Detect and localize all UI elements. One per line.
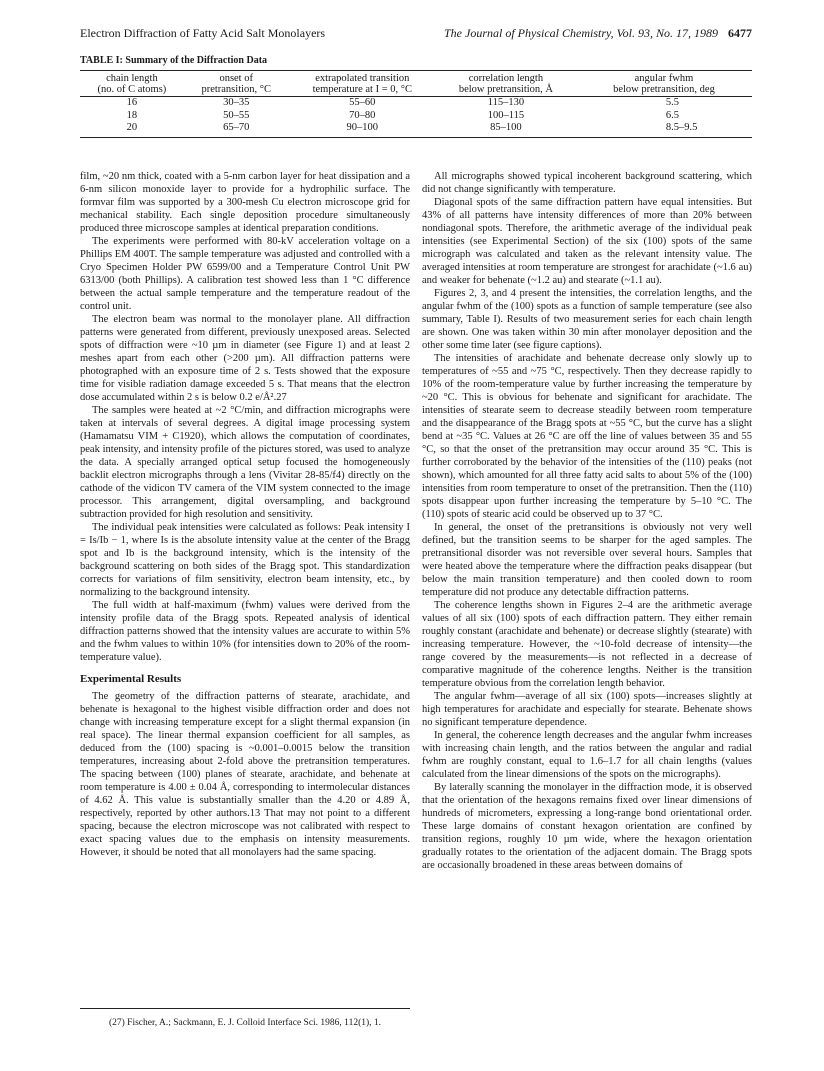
table-cell: 70–80: [349, 109, 376, 121]
table-header-cell: angular fwhm below pretransition, deg: [576, 71, 752, 97]
table-cell: 85–100: [436, 122, 576, 137]
table-cell: 115–130: [487, 97, 525, 108]
header-title: Electron Diffraction of Fatty Acid Salt Monolayers: [80, 26, 326, 40]
table-cell: 6.5: [665, 109, 680, 121]
footnote-divider: [80, 1008, 410, 1009]
body-paragraph: Diagonal spots of the same diffraction pattern have equal intensities. But 43% of all patterns have intensity differences of more than 20% between nondiagonal spots. Therefore, the arithmetic average of the individual peak intensities (see Experimental Section) of the six (100) spots of the same micrograph was calculated and taken as the relevant intensity value. The averaged intensities at room temperature are strongest for arachidate (~1.6 au) and weaker for behenate (~1.2 au) and stearate (~1.1 au).: [422, 197, 752, 286]
footnote: (27) Fischer, A.; Sackmann, E. J. Colloid Interface Sci. 1986, 112(1), 1.: [108, 1018, 382, 1028]
table-row: [80, 97, 752, 110]
body-paragraph: The angular fwhm—average of all six (100) spots—increases slightly at high temperatures for arachidate and especially for stearate. Behenate shows no significant temperature dependence.: [422, 691, 752, 728]
body-paragraph: The full width at half-maximum (fwhm) values were derived from the intensity profile data of the Bragg spots. Repeated analysis of identical diffraction patterns showed that the intensity values are accurate to within 5% and the fwhm values to within 10% (for intensities down to 20% of the room-temperature value).: [80, 600, 410, 663]
body-paragraph: film, ~20 nm thick, coated with a 5-nm carbon layer for heat dissipation and a 6-nm silicon monoxide layer to provide for a hydrophilic surface. The formvar film was supported by a 300-mesh Cu electron microscope grid for mechanical stability. Each single deposition procedure simultaneously produced three microscope samples at identical preparation conditions.: [80, 171, 410, 234]
table-row: [80, 122, 752, 137]
table-cell: 55–60: [349, 97, 376, 108]
body-paragraph: In general, the coherence length decreases and the angular fwhm increases with increasing chain length, and the ratios between the angular and radial fwhm are roughly constant, equal to 1.6–1.7 for all chain lengths (values calculated from the linear dimensions of the spots on the micrographs).: [422, 730, 752, 780]
table-header-row: [80, 71, 752, 97]
table-cell: 65–70: [184, 122, 289, 137]
body-paragraph: The individual peak intensities were calculated as follows: Peak intensity I = Is/Ib − 1, where Is is the absolute intensity value at the center of the Bragg spot and Ib is the background intensity, which is the intensity of the background scattering on both sides of the Bragg spot. This standardization corrects for variations of film sensitivity, electron beam intensity, etc., by normalizing to the background intensity.: [80, 522, 410, 598]
header-journal: The Journal of Physical Chemistry, Vol. 93, No. 17, 1989: [444, 26, 718, 40]
table-cell: 100–115: [487, 109, 525, 121]
body-paragraph: In general, the onset of the pretransitions is obviously not very well defined, but the transition seems to be sharper for the aged samples. The pretransitional disorder was not reversible over several hours. Samples that were heated above the temperature where the diffraction peaks disappear (but below the main transition temperature) and then cooled down to room temperature did not produce any detectable diffraction patterns.: [422, 522, 752, 598]
table-cell: 30–35: [223, 97, 250, 108]
table-cell: 20: [80, 122, 184, 137]
table-cell: 18: [126, 109, 138, 121]
table-cell: 16: [126, 97, 138, 108]
diffraction-table: [80, 70, 752, 138]
table-row: [80, 110, 752, 123]
table-cell: 50–55: [223, 109, 250, 121]
table-header-cell: onset of pretransition, °C: [184, 71, 289, 97]
body-paragraph: The intensities of arachidate and behenate decrease only slowly up to temperatures of ~55 and ~75 °C, respectively. Then they decrease rapidly to 10% of the room-temperature value by further increasing the temperature by ~20 °C. This is obvious for behenate and significant for arachidate. The intensities of stearate seem to decrease steadily between room temperature and the disappearance of the Bragg spots at ~55 °C, but the curve has a slight bend at ~35 °C. Values at 26 °C are off the line of values between 35 and 55 °C, so that the onset of the pretransition may occur around 35 °C. This is further corroborated by the behavior of the intensities of the (110) peaks (not shown), which amounted for all three fatty acid salts to about 5% of the (100) intensities from room temperature to onset of the pretransition. Then the (110) spots disappear upon further increasing the temperature by 5–10 °C. The (110) spots of stearic acid could be observed up to 37 °C.: [422, 353, 752, 520]
body-paragraph: The coherence lengths shown in Figures 2–4 are the arithmetic average values of all six (100) spots of each diffraction pattern. They either remain roughly constant (arachidate and behenate) or decrease slightly (stearate) with increasing temperature. However, the ~10-fold decrease of intensity—the range covered by the measurements—is not reflected in a decrease of comparative magnitude of the coherence lengths. Neither is the transition temperature obvious from the correlation length behavior.: [422, 600, 752, 689]
page-number: 6477: [728, 26, 752, 40]
running-header: [80, 26, 752, 44]
body-paragraph: All micrographs showed typical incoherent background scattering, which did not change significantly with temperature.: [422, 171, 752, 195]
body-paragraph: By laterally scanning the monolayer in the diffraction mode, it is observed that the orientation of the hexagons remains fixed over linear dimensions of hundreds of micrometers, expressing a long-range bond orientational order. These large domains of constant hexagon orientation are confined by transition regions, roughly 10 µm wide, where the hexagon orientation gradually rotates to the orientation of the adjacent domain. The Bragg spots are occasionally broadened in these areas between domains of: [422, 782, 752, 871]
table-header-cell: extrapolated transition temperature at I = 0, °C: [289, 71, 436, 97]
body-paragraph: The experiments were performed with 80-kV acceleration voltage on a Phillips EM 400T. The sample temperature was adjusted and controlled with a Cryo Specimen Holder PW 6599/00 and a Temperature Control Unit PW 6313/00 (both Phillips). A calibration test showed less than 1 °C difference between the actual sample temperature and the temperature readout of the control unit.: [80, 236, 410, 312]
table-cell: 5.5: [665, 97, 680, 108]
section-heading: Experimental Results: [80, 673, 182, 685]
table-caption: TABLE I: Summary of the Diffraction Data: [80, 55, 268, 66]
body-paragraph: The samples were heated at ~2 °C/min, and diffraction micrographs were taken at intervals of several degrees. A digital image processing system (Hamamatsu VIM + C1920), which allows the computation of coordinates, peak intensity, and intensity profile of the pictures stored, was used to analyze the data. A specially arranged optical setup focused the homogeneously backlit electron micrographs through a lens (Vivitar 28-85/f4) directly on the cathode of the vidicon TV camera of the VIM system connected to the image processor. This arrangement, digital oversampling, and background subtraction provided for high resolution and sensitivity.: [80, 405, 410, 520]
table-cell: 8.5–9.5: [576, 122, 752, 137]
header-journal-info: [444, 26, 752, 41]
right-column: [422, 170, 752, 872]
body-paragraph: The geometry of the diffraction patterns of stearate, arachidate, and behenate is hexagonal to the highest visible diffraction order and does not change with increasing temperature except for a slight thermal expansion (in real space). The linear thermal expansion coefficient for all samples, as deduced from the (100) spacing is ~0.001–0.0015 below the transition temperatures, increasing about 2-fold above the pretransition temperatures. The spacing between (100) planes of stearate, arachidate, and behenate at room temperature is 4.00 ± 0.04 Å, corresponding to intermolecular distances of 4.62 Å. This value is substantially smaller than the 4.20 or 4.89 Å, respectively, reported by other authors.13 That may not point to a different spacing, because the electron microscope was not calibrated with respect to exact spacing values due to the emphasis on intensity measurements. However, it should be noted that all monolayers had the same spacing.: [80, 691, 410, 858]
body-paragraph: The electron beam was normal to the monolayer plane. All diffraction patterns were generated from different, previously unexposed areas. Selected spots of diffraction were ~10 µm in diameter (see Figure 1) and at least 2 meshes apart from each other (>200 µm). All diffraction patterns were photographed with an exposure time of 2 s. Tests showed that the exposure time for visible radiation damage exceeded 5 s. That means that the electron dose accumulated within 2 s is below 0.2 e/Å².27: [80, 314, 410, 403]
left-column: [80, 170, 410, 859]
body-paragraph: Figures 2, 3, and 4 present the intensities, the correlation lengths, and the angular fwhm of the (100) spots as a function of sample temperature (see also summary, Table I). Results of two measurement series for each chain length are shown. One was taken within 30 min after monolayer deposition and the other some time later (see figure captions).: [422, 288, 752, 351]
table-header-cell: chain length (no. of C atoms): [80, 71, 184, 97]
table-cell: 90–100: [289, 122, 436, 137]
table-header-cell: correlation length below pretransition, Å: [436, 71, 576, 97]
